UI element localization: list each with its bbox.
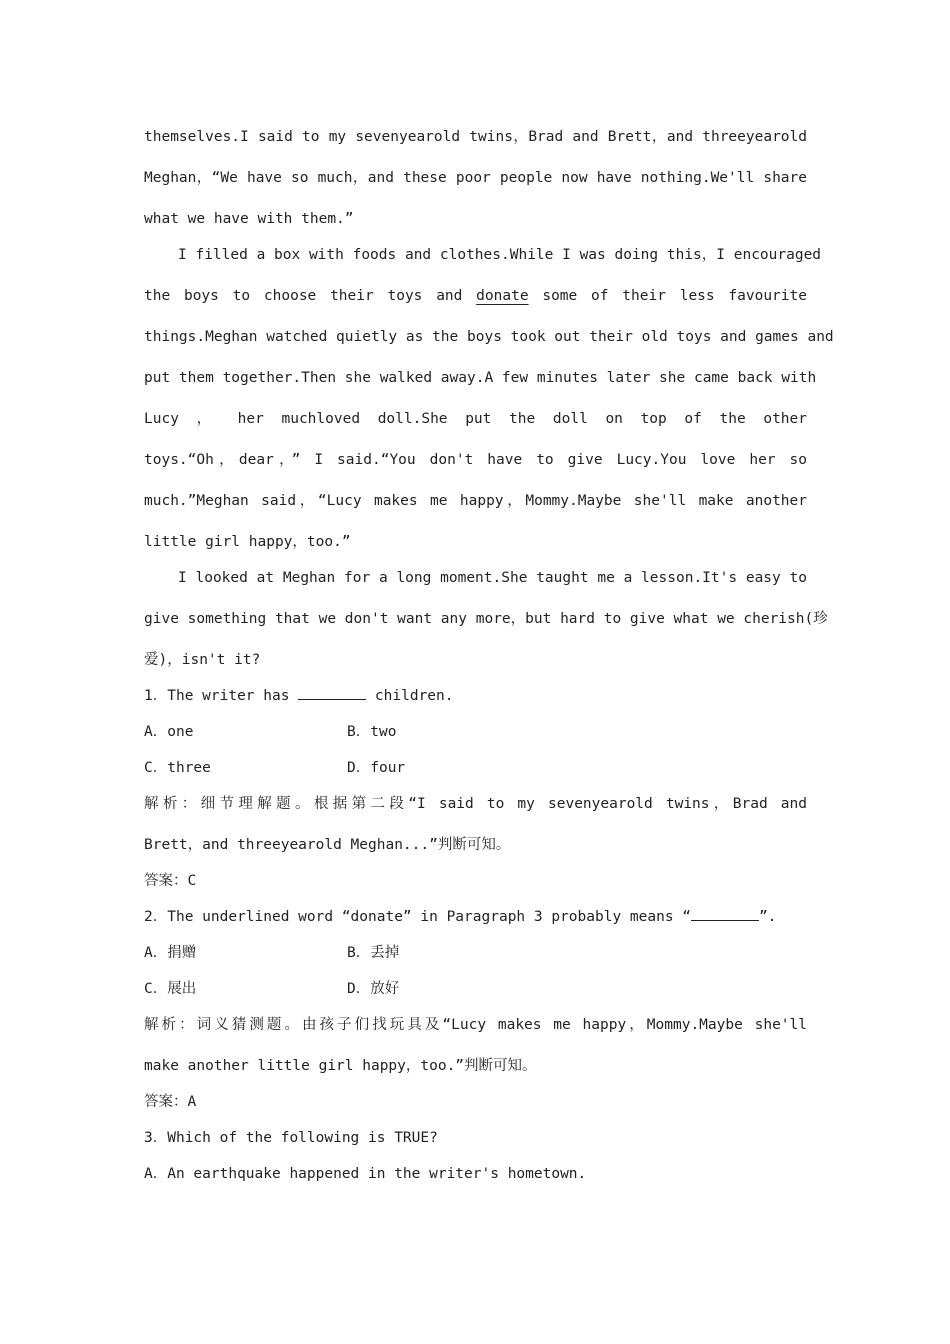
question-2 (144, 900, 807, 1121)
text-line: I filled a box with foods and clothes.While I was doing this，I encouraged (178, 247, 822, 263)
document-page (144, 120, 834, 1193)
paragraph-3 (144, 238, 834, 561)
options-row (144, 936, 807, 972)
question-stem: 3．Which of the following is TRUE? (144, 1130, 438, 1146)
question-1 (144, 679, 807, 900)
answer-blank (298, 685, 366, 700)
text-line: toys.“Oh，dear，” I said.“You don't have to give Lucy.You love her so (144, 452, 807, 468)
question-3 (144, 1121, 807, 1193)
option-b: B．丢掉 (347, 945, 400, 961)
question-stem (144, 900, 807, 936)
text-line-with-underline (144, 279, 807, 320)
text-line: 爱)，isn't it? (144, 652, 261, 668)
analysis-line: 解析：细节理解题。根据第二段“I said to my sevenyearold twins，Brad and (144, 796, 807, 812)
paragraph-2 (144, 120, 807, 238)
question-text: 2．The underlined word “donate” in Paragraph 3 probably means “ (144, 909, 692, 925)
option-c: C．three (144, 760, 211, 776)
question-text: 1．The writer has (144, 688, 299, 704)
text-line: little girl happy，too.” (144, 534, 351, 550)
text-line: themselves.I said to my sevenyearold twins，Brad and Brett，and threeyearold (144, 129, 807, 145)
analysis-line: 解析：词义猜测题。由孩子们找玩具及“Lucy makes me happy，Mommy.Maybe she'll (144, 1017, 807, 1033)
text-line: what we have with them.” (144, 211, 354, 227)
answer-line: 答案：C (144, 873, 197, 889)
options-row (144, 972, 807, 1008)
text-line: much.”Meghan said，“Lucy makes me happy，Mommy.Maybe she'll make another (144, 493, 807, 509)
option-d: D．放好 (347, 981, 400, 997)
text-line: Lucy ， her muchloved doll.She put the doll on top of the other (144, 411, 807, 427)
option-d: D．four (347, 760, 406, 776)
option-b: B．two (347, 724, 397, 740)
text-segment: the boys to choose their toys and (144, 288, 463, 304)
option-a: A．An earthquake happened in the writer's hometown. (144, 1166, 587, 1182)
underlined-word-donate: donate (476, 288, 529, 304)
text-line: things.Meghan watched quietly as the boys took out their old toys and games and (144, 329, 834, 345)
option-c: C．展出 (144, 981, 197, 997)
option-a: A．one (144, 724, 194, 740)
analysis-line: Brett，and threeyearold Meghan...”判断可知。 (144, 837, 511, 853)
answer-blank (691, 906, 759, 921)
question-text: ”. (759, 909, 777, 925)
text-segment: some of their less favourite (542, 288, 807, 304)
text-line: Meghan，“We have so much，and these poor people now have nothing.We'll share (144, 170, 807, 186)
paragraph-4 (144, 561, 828, 679)
question-text: children. (366, 688, 454, 704)
question-stem (144, 679, 807, 715)
option-a: A．捐赠 (144, 945, 197, 961)
options-row (144, 751, 807, 787)
answer-line: 答案：A (144, 1094, 197, 1110)
text-line: put them together.Then she walked away.A few minutes later she came back with (144, 370, 817, 386)
options-row (144, 715, 807, 751)
analysis-line: make another little girl happy，too.”判断可知。 (144, 1058, 537, 1074)
text-line: give something that we don't want any more，but hard to give what we cherish(珍 (144, 611, 828, 627)
text-line: I looked at Meghan for a long moment.She taught me a lesson.It's easy to (178, 570, 807, 586)
